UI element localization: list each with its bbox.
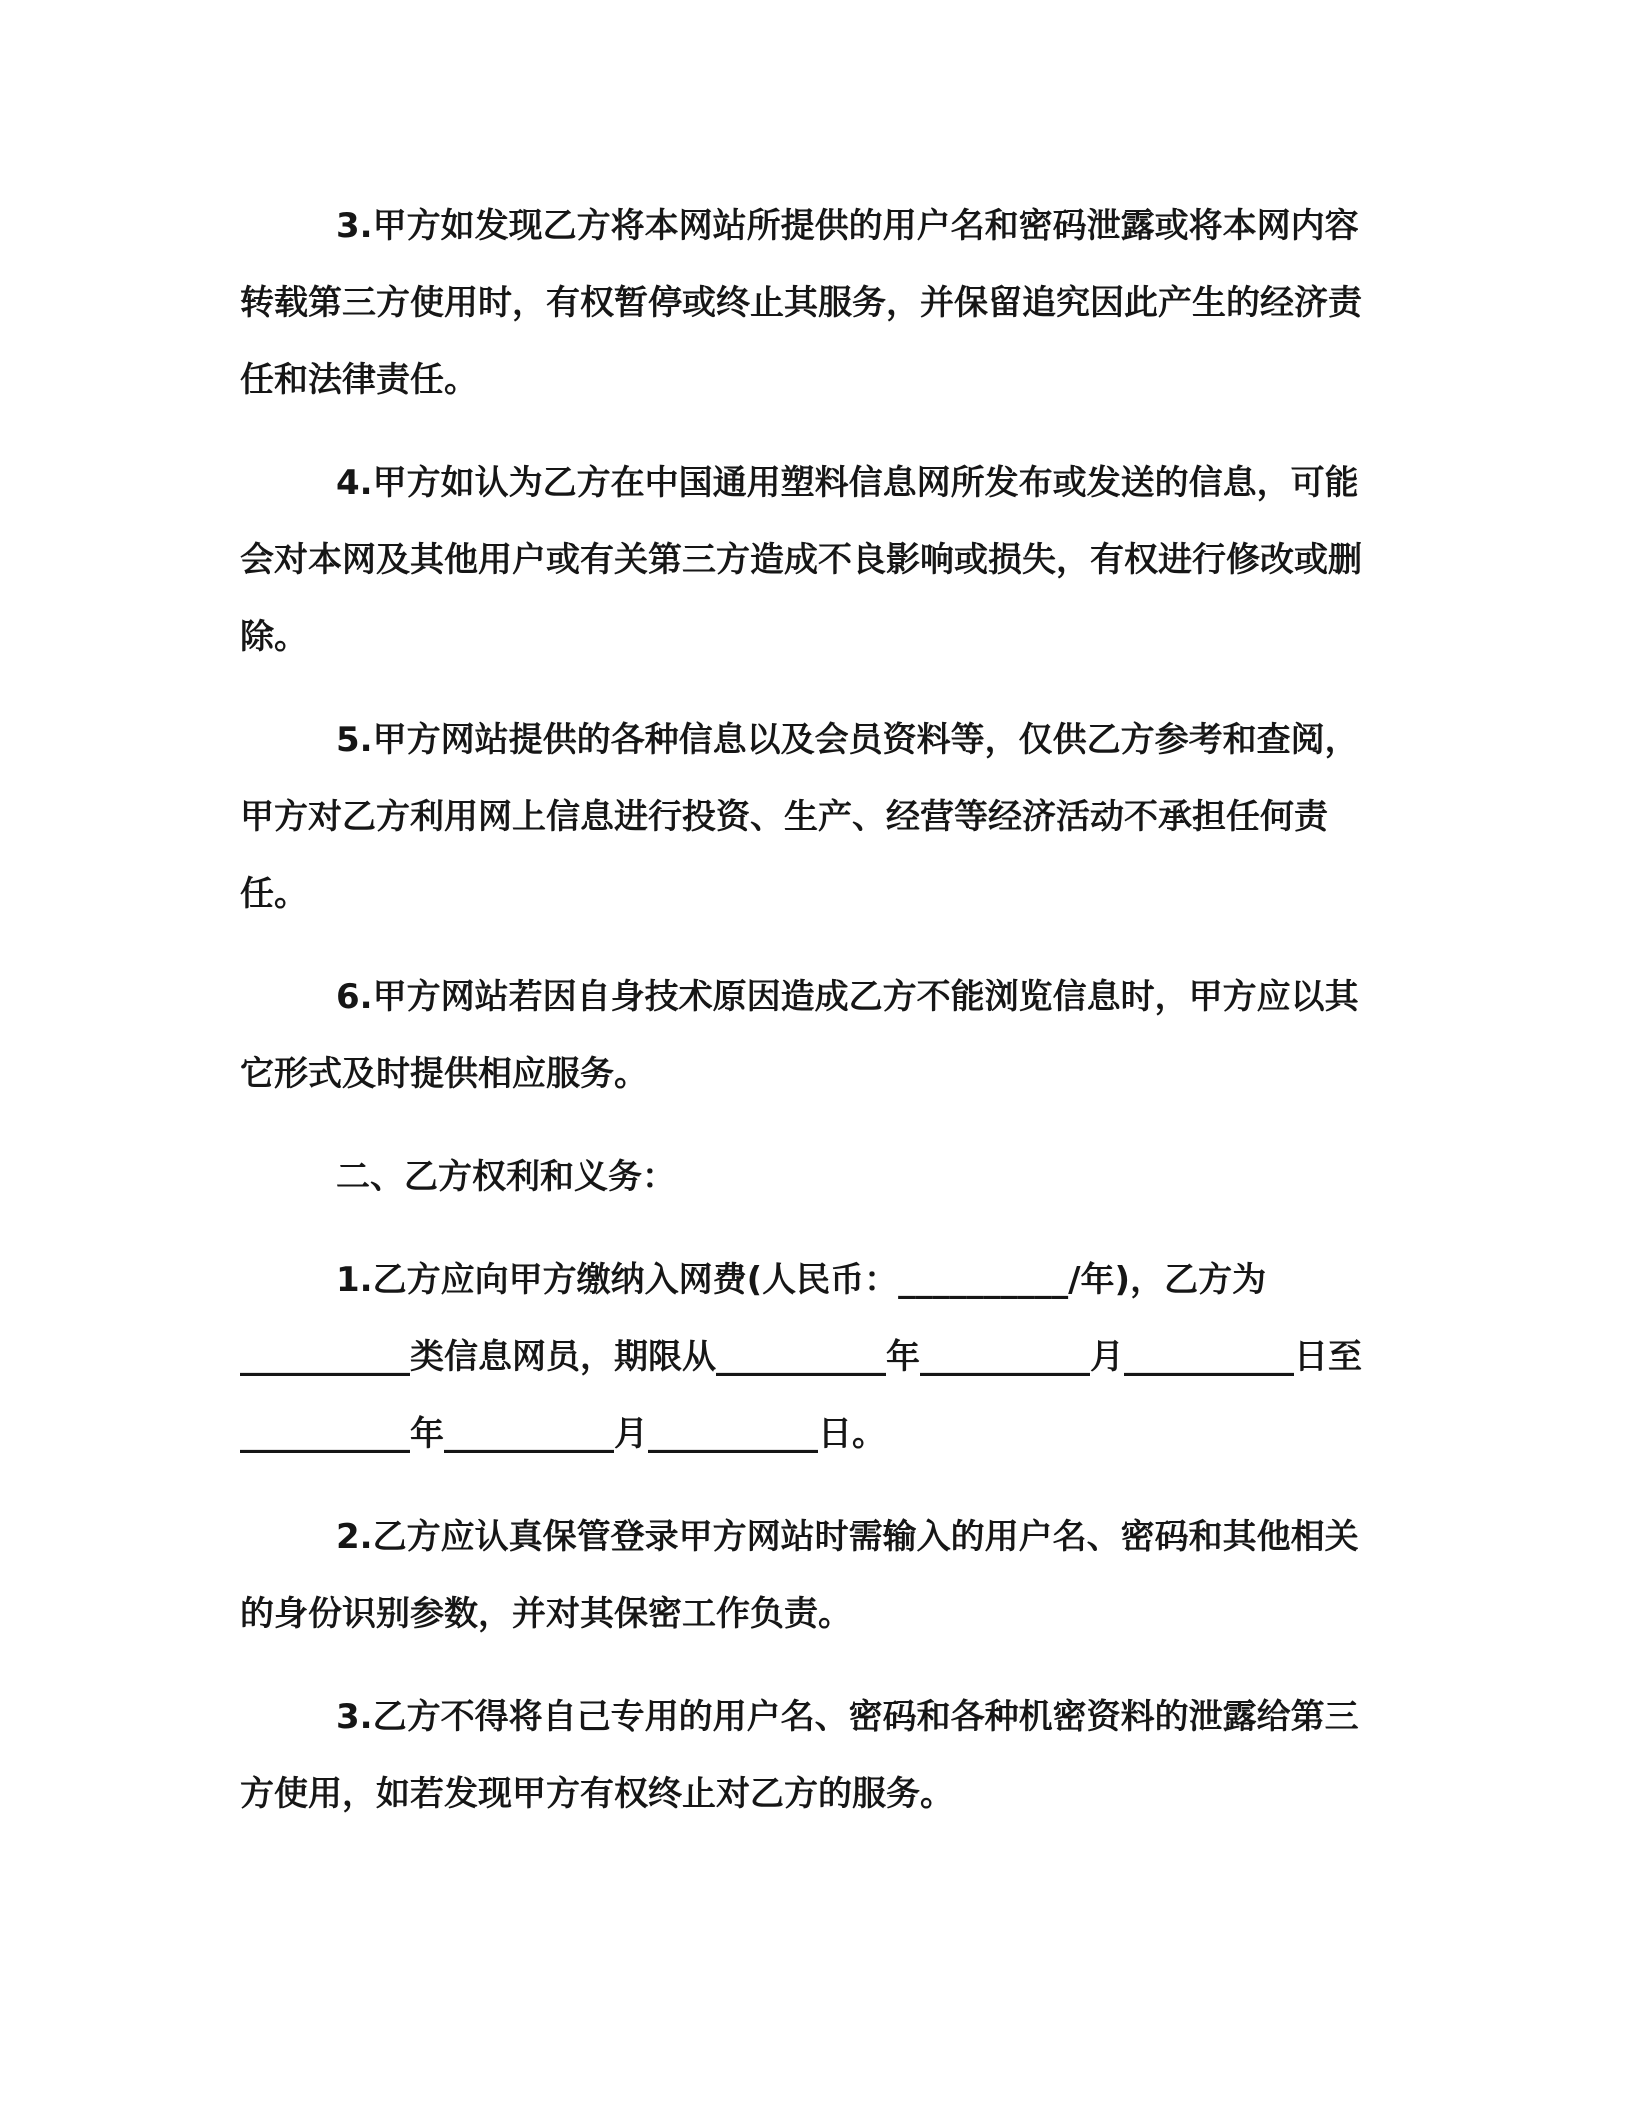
clause-party-a-4: 4.甲方如认为乙方在中国通用塑料信息网所发布或发送的信息，可能会对本网及其他用户或有关第三方造成不良影响或损失，有权进行修改或删除。 <box>240 463 1362 657</box>
clause-party-b-1: 1.乙方应向甲方缴纳入网费(人民币：__________/年)，乙方为__________类信息网员，期限从__________年__________月__________日至__________年__________月__________日。 <box>240 1260 1362 1454</box>
clause-party-a-5: 5.甲方网站提供的各种信息以及会员资料等，仅供乙方参考和查阅，甲方对乙方利用网上信息进行投资、生产、经营等经济活动不承担任何责任。 <box>240 720 1359 914</box>
clause-party-a-6: 6.甲方网站若因自身技术原因造成乙方不能浏览信息时，甲方应以其它形式及时提供相应服务。 <box>240 977 1359 1094</box>
clause-party-a-3: 3.甲方如发现乙方将本网站所提供的用户名和密码泄露或将本网内容转载第三方使用时，有权暂停或终止其服务，并保留追究因此产生的经济责任和法律责任。 <box>240 206 1362 400</box>
clause-party-b-2: 2.乙方应认真保管登录甲方网站时需输入的用户名、密码和其他相关的身份识别参数，并对其保密工作负责。 <box>240 1517 1359 1634</box>
document-body <box>240 188 1370 1859</box>
section-heading-party-b: 二、乙方权利和义务： <box>336 1157 676 1197</box>
clause-party-b-3: 3.乙方不得将自己专用的用户名、密码和各种机密资料的泄露给第三方使用，如若发现甲方有权终止对乙方的服务。 <box>240 1697 1359 1814</box>
